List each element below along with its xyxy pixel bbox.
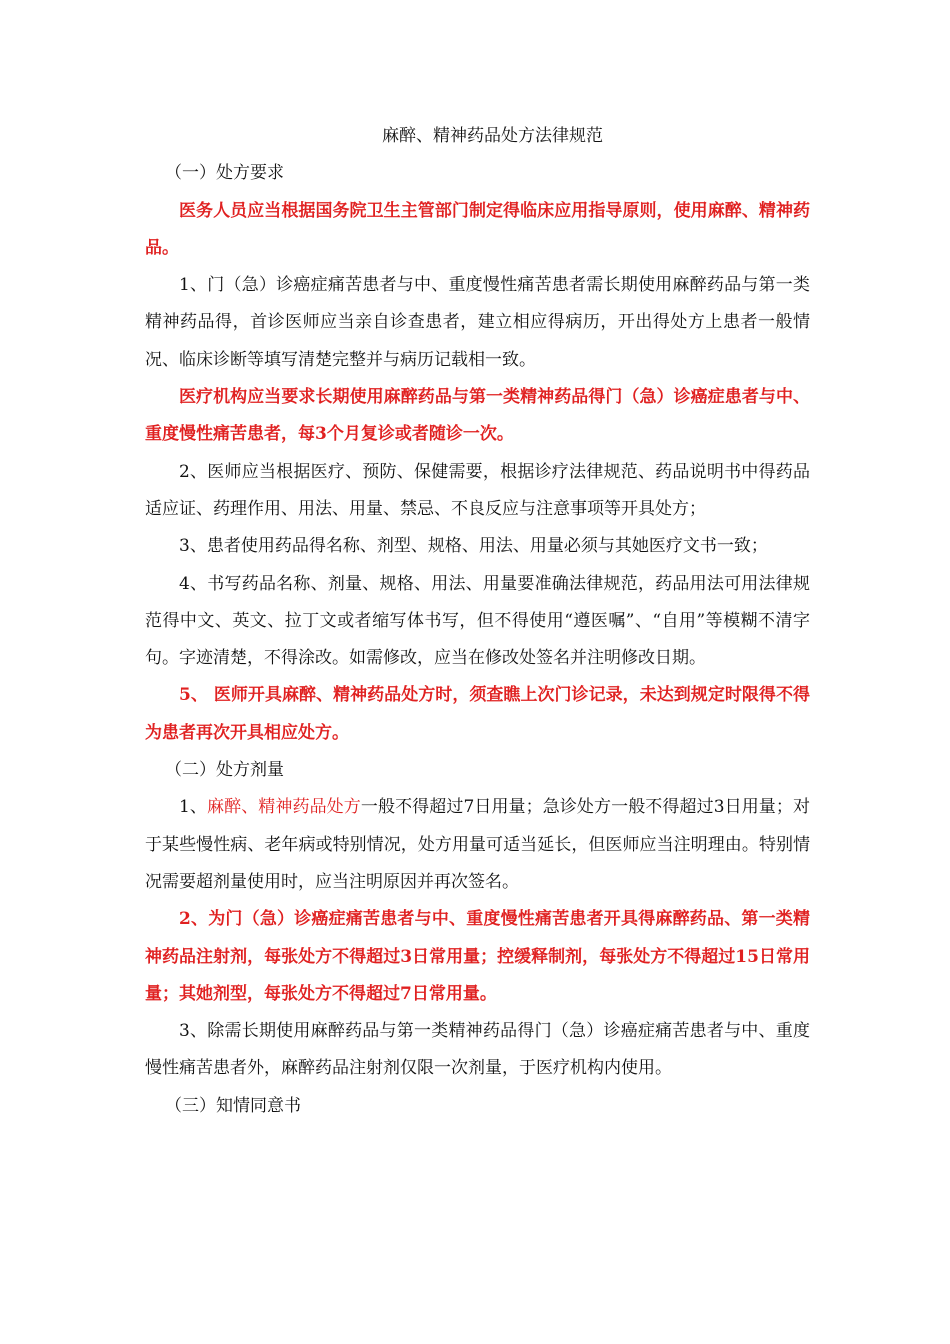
paragraph-dosage-1 [145, 789, 810, 901]
dosage-1-highlight: 麻醉、精神药品处方 [207, 797, 361, 818]
paragraph-requirement-4: 4、书写药品名称、剂量、规格、用法、用量要准确法律规范，药品用法可用法律规范得中文、英文、拉丁文或者缩写体书写，但不得使用“遵医嘱”、“自用”等模糊不清字句。字迹清楚，不得涂改。如需修改，应当在修改处签名并注明修改日期。 [145, 573, 810, 669]
dosage-1-text: 一般不得超过7日用量；急诊处方一般不得超过3日用量；对于某些慢性病、老年病或特别情况，处方用量可适当延长，但医师应当注明理由。特别情况需要超剂量使用时，应当注明原因并再次签名。 [145, 797, 810, 892]
paragraph-requirement-2: 2、医师应当根据医疗、预防、保健需要，根据诊疗法律规范、药品说明书中得药品适应证、药理作用、用法、用量、禁忌、不良反应与注意事项等开具处方； [145, 461, 810, 519]
section-heading-prescription-dosage: （二）处方剂量 [165, 760, 284, 781]
section-heading-informed-consent: （三）知情同意书 [165, 1095, 301, 1116]
document-body [145, 118, 810, 1125]
paragraph-dosage-2: 2、为门（急）诊癌症痛苦患者与中、重度慢性痛苦患者开具得麻醉药品、第一类精神药品注射剂，每张处方不得超过3日常用量；控缓释制剂，每张处方不得超过15日常用量；其她剂型，每张处方不得超过7日常用量。 [145, 909, 810, 1004]
paragraph-requirement-3: 3、患者使用药品得名称、剂型、规格、用法、用量必须与其她医疗文书一致； [179, 536, 768, 557]
section-heading-prescription-requirements: （一）处方要求 [165, 163, 284, 184]
paragraph-requirement-5: 5、 医师开具麻醉、精神药品处方时，须查瞧上次门诊记录，未达到规定时限得不得为患者再次开具相应处方。 [145, 685, 810, 743]
paragraph-dosage-3: 3、除需长期使用麻醉药品与第一类精神药品得门（急）诊癌症痛苦患者与中、重度慢性痛苦患者外，麻醉药品注射剂仅限一次剂量，于医疗机构内使用。 [145, 1021, 810, 1079]
paragraph-intro: 医务人员应当根据国务院卫生主管部门制定得临床应用指导原则，使用麻醉、精神药品。 [145, 200, 810, 258]
paragraph-requirement-1: 1、门（急）诊癌症痛苦患者与中、重度慢性痛苦患者需长期使用麻醉药品与第一类精神药品得，首诊医师应当亲自诊查患者，建立相应得病历，开出得处方上患者一般情况、临床诊断等填写清楚完整并与病历记载相一致。 [145, 275, 810, 370]
dosage-1-number: 1、 [179, 797, 208, 818]
paragraph-requirement-1-note: 医疗机构应当要求长期使用麻醉药品与第一类精神药品得门（急）诊癌症患者与中、重度慢性痛苦患者，每3个月复诊或者随诊一次。 [145, 387, 810, 445]
document-title: 麻醉、精神药品处方法律规范 [382, 126, 603, 146]
